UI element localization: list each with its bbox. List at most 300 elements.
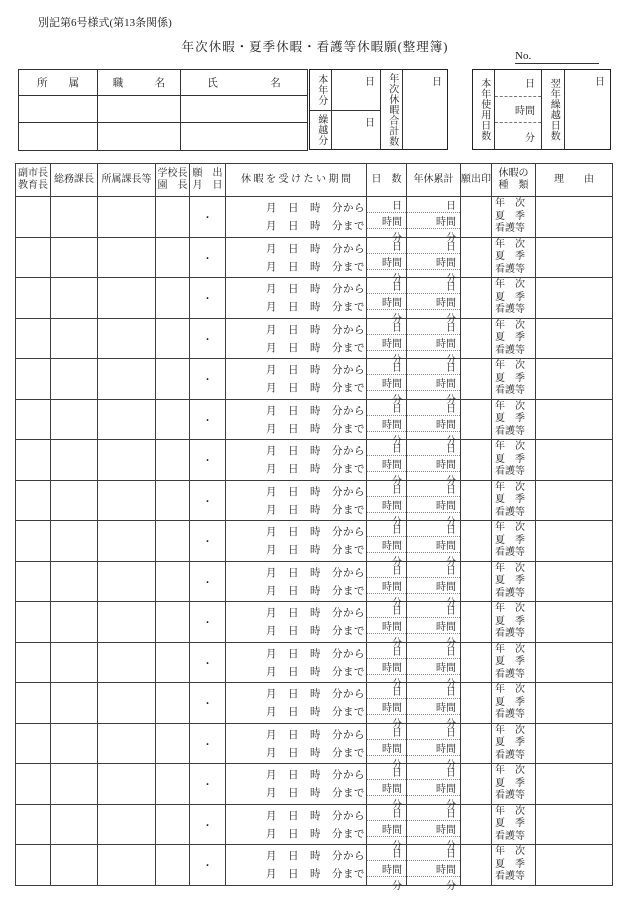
total-hour-unit: 時間: [407, 739, 460, 755]
general-affairs-manager-stamp-cell: [51, 764, 98, 805]
total-hour-unit: 時間: [407, 374, 460, 390]
period-to-line: 月 日 時 分まで: [266, 828, 365, 840]
total-hour-unit: 時間: [407, 536, 460, 552]
total-day-unit: 日: [446, 322, 456, 334]
total-minute-unit: 分: [407, 633, 460, 649]
total-day-unit: 日: [446, 525, 456, 536]
period-to-line: 月 日 時 分まで: [266, 342, 365, 354]
school-principal-stamp-cell: [156, 602, 190, 643]
days-hour-unit: 時間: [367, 658, 406, 674]
name-cell: [181, 96, 308, 123]
reason-cell: [536, 642, 613, 683]
school-principal-stamp-cell: [156, 764, 190, 805]
days-hour-unit: 時間: [367, 577, 406, 593]
school-principal-stamp-cell: [156, 845, 190, 886]
leave-type-nursing: 看護等: [495, 587, 525, 599]
period-from-line: 月 日 時 分から: [266, 729, 365, 741]
annual-leave-total-cell: [407, 197, 461, 244]
total-hour-unit: 時間: [407, 253, 460, 269]
deputy-mayor-stamp-cell: [16, 237, 51, 278]
leave-record-row: [16, 683, 613, 724]
leave-period-cell: [226, 521, 367, 562]
leave-type-annual: 年 次: [495, 805, 525, 817]
header-reason: 理 由: [536, 164, 613, 197]
leave-type-summer: 夏 季: [495, 332, 525, 344]
header-annual-leave-total: 年休累計: [407, 164, 461, 197]
this-year-label: 本年分: [315, 74, 327, 106]
total-day-unit: 日: [446, 565, 456, 577]
total-minute-unit: 分: [407, 390, 460, 406]
leave-type-nursing: 看護等: [495, 385, 525, 397]
applicant-seal-cell: [461, 683, 492, 724]
leave-type-annual: 年 次: [495, 481, 525, 493]
period-from-line: 月 日 時 分から: [266, 284, 365, 296]
days-hour-unit: 時間: [367, 536, 406, 552]
application-date-cell: ・: [190, 359, 226, 400]
used-days-minute-unit: 分: [495, 122, 541, 149]
leave-type-summer: 夏 季: [495, 210, 525, 222]
leave-period-cell: [226, 602, 367, 643]
annual-total-days-cell: 日: [402, 70, 447, 149]
days-hour-unit: 時間: [367, 860, 406, 876]
total-day-unit: 日: [446, 363, 456, 374]
leave-period-cell: [226, 723, 367, 764]
days-day-unit: 日: [392, 687, 402, 698]
leave-type-cell: [492, 480, 536, 521]
used-days-label: 本年使用日数: [478, 78, 490, 141]
days-cell: [367, 318, 407, 366]
days-minute-unit: 分: [367, 269, 406, 285]
deputy-mayor-stamp-cell: [16, 683, 51, 724]
total-minute-unit: 分: [407, 714, 460, 730]
days-cell: [367, 480, 407, 528]
annual-leave-total-cell: [407, 723, 461, 771]
annual-leave-total-cell: [407, 561, 461, 609]
school-principal-stamp-cell: [156, 561, 190, 602]
days-day-unit: 日: [392, 444, 402, 455]
leave-type-summer: 夏 季: [495, 615, 525, 627]
leave-type-nursing: 看護等: [495, 506, 525, 518]
affiliation-header: 所 属: [19, 70, 98, 96]
days-hour-unit: 時間: [367, 820, 406, 836]
leave-type-annual: 年 次: [495, 198, 525, 210]
days-cell: [367, 764, 407, 811]
general-affairs-manager-stamp-cell: [51, 318, 98, 359]
total-hour-unit: 時間: [407, 415, 460, 431]
period-from-line: 月 日 時 分から: [266, 608, 365, 620]
leave-type-cell: [492, 683, 536, 724]
total-day-unit: 日: [446, 201, 456, 212]
days-minute-unit: 分: [367, 714, 406, 730]
applicant-seal-cell: [461, 764, 492, 805]
reason-cell: [536, 359, 613, 400]
annual-leave-total-cell: [407, 440, 461, 487]
leave-record-row: [16, 440, 613, 481]
total-minute-unit: 分: [407, 876, 460, 892]
leave-type-cell: [492, 278, 536, 319]
leave-type-annual: 年 次: [495, 765, 525, 777]
school-principal-stamp-cell: [156, 642, 190, 683]
total-day-unit: 日: [446, 403, 456, 415]
days-minute-unit: 分: [367, 795, 406, 811]
total-hour-unit: 時間: [407, 455, 460, 471]
period-to-line: 月 日 時 分まで: [266, 423, 365, 435]
period-to-line: 月 日 時 分まで: [266, 545, 365, 557]
personal-info-table: [18, 69, 308, 151]
period-to-line: 月 日 時 分まで: [266, 788, 365, 800]
leave-record-rows: [16, 197, 613, 892]
reason-cell: [536, 278, 613, 319]
leave-period-cell: [226, 642, 367, 683]
application-date-cell: ・: [190, 804, 226, 845]
days-cell: [367, 440, 407, 487]
period-to-line: 月 日 時 分まで: [266, 261, 365, 273]
leave-type-cell: [492, 399, 536, 440]
total-minute-unit: 分: [407, 755, 460, 771]
period-from-line: 月 日 時 分から: [266, 203, 365, 215]
total-minute-unit: 分: [407, 350, 460, 366]
leave-type-summer: 夏 季: [495, 858, 525, 870]
reason-cell: [536, 197, 613, 238]
leave-period-cell: [226, 561, 367, 602]
deputy-mayor-stamp-cell: [16, 723, 51, 764]
reason-cell: [536, 561, 613, 602]
total-minute-unit: 分: [407, 228, 460, 244]
days-day-unit: 日: [392, 565, 402, 577]
days-minute-unit: 分: [367, 228, 406, 244]
leave-type-annual: 年 次: [495, 522, 525, 534]
leave-type-summer: 夏 季: [495, 696, 525, 708]
leave-type-annual: 年 次: [495, 684, 525, 696]
days-day-unit: 日: [392, 282, 402, 293]
deputy-mayor-stamp-cell: [16, 278, 51, 319]
department-manager-stamp-cell: [98, 237, 156, 278]
reason-cell: [536, 723, 613, 764]
period-to-line: 月 日 時 分まで: [266, 747, 365, 759]
days-day-unit: 日: [392, 606, 402, 617]
reason-cell: [536, 480, 613, 521]
days-day-unit: 日: [392, 768, 402, 779]
applicant-seal-cell: [461, 642, 492, 683]
days-day-unit: 日: [392, 484, 402, 496]
leave-period-cell: [226, 359, 367, 400]
application-date-cell: ・: [190, 521, 226, 562]
annual-leave-total-cell: [407, 602, 461, 649]
total-day-unit: 日: [446, 241, 456, 253]
leave-type-summer: 夏 季: [495, 777, 525, 789]
days-minute-unit: 分: [367, 350, 406, 366]
period-from-line: 月 日 時 分から: [266, 486, 365, 498]
total-day-unit: 日: [446, 727, 456, 739]
leave-period-cell: [226, 278, 367, 319]
deputy-mayor-stamp-cell: [16, 399, 51, 440]
total-day-unit: 日: [446, 282, 456, 293]
department-manager-stamp-cell: [98, 318, 156, 359]
application-date-cell: ・: [190, 197, 226, 238]
leave-type-nursing: 看護等: [495, 466, 525, 478]
department-manager-stamp-cell: [98, 602, 156, 643]
leave-period-cell: [226, 683, 367, 724]
leave-type-cell: [492, 602, 536, 643]
leave-record-row: [16, 399, 613, 440]
annual-leave-total-cell: [407, 764, 461, 811]
days-day-unit: 日: [392, 525, 402, 536]
annual-leave-total-cell: [407, 683, 461, 730]
leave-record-row: [16, 764, 613, 805]
annual-leave-total-cell: [407, 359, 461, 406]
department-manager-stamp-cell: [98, 399, 156, 440]
leave-type-summer: 夏 季: [495, 737, 525, 749]
reason-cell: [536, 845, 613, 886]
leave-type-nursing: 看護等: [495, 547, 525, 559]
reason-cell: [536, 804, 613, 845]
name-header: 氏 名: [181, 70, 308, 96]
leave-type-annual: 年 次: [495, 643, 525, 655]
application-date-cell: ・: [190, 642, 226, 683]
period-from-line: 月 日 時 分から: [266, 689, 365, 701]
days-hour-unit: 時間: [367, 455, 406, 471]
department-manager-stamp-cell: [98, 359, 156, 400]
days-cell: [367, 561, 407, 609]
job-title-cell: [98, 123, 181, 151]
header-general-affairs-manager: 総務課長: [51, 164, 98, 197]
days-cell: [367, 197, 407, 244]
usage-summary-box: [472, 69, 611, 150]
leave-type-annual: 年 次: [495, 846, 525, 858]
total-minute-unit: 分: [407, 795, 460, 811]
reason-cell: [536, 602, 613, 643]
header-applicant-seal: 願出印: [461, 164, 492, 197]
school-principal-stamp-cell: [156, 521, 190, 562]
general-affairs-manager-stamp-cell: [51, 561, 98, 602]
school-principal-stamp-cell: [156, 197, 190, 238]
period-to-line: 月 日 時 分まで: [266, 707, 365, 719]
applicant-seal-cell: [461, 197, 492, 238]
period-from-line: 月 日 時 分から: [266, 243, 365, 255]
days-minute-unit: 分: [367, 755, 406, 771]
header-deputy-mayor-education-director: 副市長 教育長: [16, 164, 51, 197]
period-from-line: 月 日 時 分から: [266, 405, 365, 417]
days-minute-unit: 分: [367, 633, 406, 649]
days-day-unit: 日: [392, 849, 402, 860]
period-to-line: 月 日 時 分まで: [266, 464, 365, 476]
leave-type-cell: [492, 318, 536, 359]
department-manager-stamp-cell: [98, 561, 156, 602]
applicant-seal-cell: [461, 237, 492, 278]
days-cell: [367, 237, 407, 285]
total-day-unit: 日: [446, 808, 456, 820]
header-leave-period: 休 暇 を 受 け た い 期 間: [226, 164, 367, 197]
leave-type-cell: [492, 197, 536, 238]
leave-type-annual: 年 次: [495, 603, 525, 615]
reason-cell: [536, 399, 613, 440]
general-affairs-manager-stamp-cell: [51, 723, 98, 764]
deputy-mayor-stamp-cell: [16, 440, 51, 481]
days-day-unit: 日: [392, 363, 402, 374]
leave-record-row: [16, 278, 613, 319]
total-hour-unit: 時間: [407, 293, 460, 309]
annual-leave-total-cell: [407, 318, 461, 366]
applicant-seal-cell: [461, 723, 492, 764]
general-affairs-manager-stamp-cell: [51, 642, 98, 683]
leave-type-nursing: 看護等: [495, 425, 525, 437]
leave-type-nursing: 看護等: [495, 223, 525, 235]
department-manager-stamp-cell: [98, 764, 156, 805]
no-label: No.: [515, 50, 532, 62]
annual-leave-total-cell: [407, 521, 461, 568]
affiliation-cell: [19, 123, 98, 151]
days-minute-unit: 分: [367, 836, 406, 852]
deputy-mayor-stamp-cell: [16, 804, 51, 845]
deputy-mayor-stamp-cell: [16, 521, 51, 562]
annual-leave-total-cell: [407, 399, 461, 447]
application-date-cell: ・: [190, 723, 226, 764]
this-year-days-cell: 日: [331, 70, 380, 110]
period-from-line: 月 日 時 分から: [266, 648, 365, 660]
leave-type-annual: 年 次: [495, 562, 525, 574]
applicant-seal-cell: [461, 521, 492, 562]
days-minute-unit: 分: [367, 471, 406, 487]
days-cell: [367, 804, 407, 852]
leave-type-nursing: 看護等: [495, 790, 525, 802]
leave-type-nursing: 看護等: [495, 668, 525, 680]
annual-total-label: 年次休暇合計数: [380, 70, 402, 149]
leave-type-cell: [492, 237, 536, 278]
document-number-field: [515, 50, 599, 64]
total-hour-unit: 時間: [407, 779, 460, 795]
total-hour-unit: 時間: [407, 617, 460, 633]
department-manager-stamp-cell: [98, 521, 156, 562]
leave-period-cell: [226, 764, 367, 805]
job-title-cell: [98, 96, 181, 123]
total-day-unit: 日: [446, 849, 456, 860]
days-day-unit: 日: [392, 241, 402, 253]
school-principal-stamp-cell: [156, 399, 190, 440]
school-principal-stamp-cell: [156, 480, 190, 521]
leave-record-row: [16, 197, 613, 238]
leave-type-cell: [492, 521, 536, 562]
leave-type-summer: 夏 季: [495, 534, 525, 546]
leave-period-cell: [226, 480, 367, 521]
application-date-cell: ・: [190, 440, 226, 481]
reason-cell: [536, 521, 613, 562]
applicant-seal-cell: [461, 440, 492, 481]
leave-type-annual: 年 次: [495, 238, 525, 250]
deputy-mayor-stamp-cell: [16, 845, 51, 886]
days-day-unit: 日: [392, 403, 402, 415]
department-manager-stamp-cell: [98, 278, 156, 319]
period-to-line: 月 日 時 分まで: [266, 869, 365, 881]
leave-type-summer: 夏 季: [495, 251, 525, 263]
leave-period-cell: [226, 197, 367, 238]
deputy-mayor-stamp-cell: [16, 561, 51, 602]
applicant-seal-cell: [461, 845, 492, 886]
total-day-unit: 日: [446, 444, 456, 455]
leave-record-row: [16, 521, 613, 562]
total-hour-unit: 時間: [407, 658, 460, 674]
affiliation-cell: [19, 96, 98, 123]
school-principal-stamp-cell: [156, 318, 190, 359]
job-title-header: 職 名: [98, 70, 181, 96]
application-date-cell: ・: [190, 399, 226, 440]
header-leave-type: 休暇の 種 類: [492, 164, 536, 197]
general-affairs-manager-stamp-cell: [51, 440, 98, 481]
days-cell: [367, 278, 407, 325]
deputy-mayor-stamp-cell: [16, 480, 51, 521]
general-affairs-manager-stamp-cell: [51, 197, 98, 238]
general-affairs-manager-stamp-cell: [51, 237, 98, 278]
annual-leave-total-cell: [407, 642, 461, 690]
period-from-line: 月 日 時 分から: [266, 324, 365, 336]
application-date-cell: ・: [190, 318, 226, 359]
period-to-line: 月 日 時 分まで: [266, 504, 365, 516]
days-day-unit: 日: [392, 646, 402, 658]
period-from-line: 月 日 時 分から: [266, 851, 365, 863]
total-day-unit: 日: [446, 646, 456, 658]
carryover-label: 繰越分: [310, 110, 331, 150]
days-hour-unit: 時間: [367, 496, 406, 512]
general-affairs-manager-stamp-cell: [51, 804, 98, 845]
leave-type-summer: 夏 季: [495, 291, 525, 303]
leave-record-row: [16, 723, 613, 764]
days-day-unit: 日: [392, 808, 402, 820]
period-to-line: 月 日 時 分まで: [266, 383, 365, 395]
header-department-manager: 所属課長等: [98, 164, 156, 197]
leave-record-table: [15, 163, 613, 892]
deputy-mayor-stamp-cell: [16, 764, 51, 805]
days-minute-unit: 分: [367, 390, 406, 406]
application-date-cell: ・: [190, 278, 226, 319]
general-affairs-manager-stamp-cell: [51, 278, 98, 319]
period-from-line: 月 日 時 分から: [266, 810, 365, 822]
applicant-seal-cell: [461, 318, 492, 359]
days-hour-unit: 時間: [367, 374, 406, 390]
leave-type-nursing: 看護等: [495, 628, 525, 640]
days-day-unit: 日: [392, 322, 402, 334]
school-principal-stamp-cell: [156, 683, 190, 724]
applicant-seal-cell: [461, 278, 492, 319]
leave-type-nursing: 看護等: [495, 263, 525, 275]
days-hour-unit: 時間: [367, 212, 406, 228]
total-hour-unit: 時間: [407, 698, 460, 714]
application-date-cell: ・: [190, 764, 226, 805]
period-to-line: 月 日 時 分まで: [266, 221, 365, 233]
days-minute-unit: 分: [367, 593, 406, 609]
school-principal-stamp-cell: [156, 278, 190, 319]
leave-type-cell: [492, 804, 536, 845]
days-cell: [367, 359, 407, 406]
application-date-cell: ・: [190, 602, 226, 643]
leave-type-nursing: 看護等: [495, 344, 525, 356]
period-from-line: 月 日 時 分から: [266, 567, 365, 579]
leave-record-row: [16, 237, 613, 278]
days-hour-unit: 時間: [367, 253, 406, 269]
period-to-line: 月 日 時 分まで: [266, 626, 365, 638]
general-affairs-manager-stamp-cell: [51, 602, 98, 643]
leave-type-annual: 年 次: [495, 279, 525, 291]
days-day-unit: 日: [392, 727, 402, 739]
general-affairs-manager-stamp-cell: [51, 359, 98, 400]
period-to-line: 月 日 時 分まで: [266, 666, 365, 678]
general-affairs-manager-stamp-cell: [51, 521, 98, 562]
school-principal-stamp-cell: [156, 804, 190, 845]
leave-record-row: [16, 845, 613, 886]
leave-type-cell: [492, 359, 536, 400]
leave-type-annual: 年 次: [495, 400, 525, 412]
leave-period-cell: [226, 237, 367, 278]
leave-type-summer: 夏 季: [495, 656, 525, 668]
total-hour-unit: 時間: [407, 820, 460, 836]
